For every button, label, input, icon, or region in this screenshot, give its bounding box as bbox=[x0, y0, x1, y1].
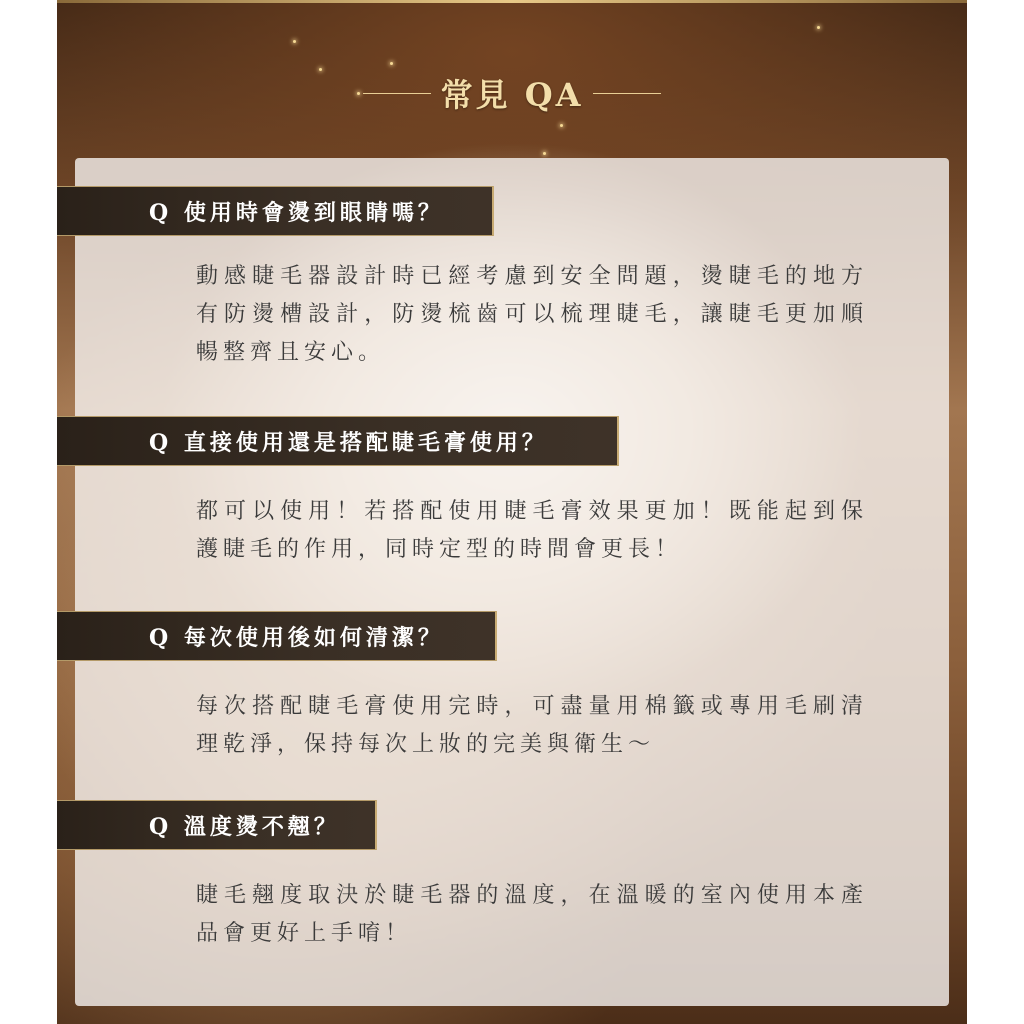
question-banner bbox=[57, 416, 619, 466]
question-banner bbox=[57, 800, 377, 850]
sparkle-decoration bbox=[293, 40, 296, 43]
header-right-rule bbox=[593, 93, 661, 94]
question-text: Q 每次使用後如何清潔？ bbox=[149, 624, 444, 651]
question-text: Q 使用時會燙到眼睛嗎？ bbox=[149, 199, 444, 226]
answer-text: 都可以使用！若搭配使用睫毛膏效果更加！既能起到保護睫毛的作用，同時定型的時間會更長！ bbox=[196, 499, 868, 562]
sparkle-decoration bbox=[390, 62, 393, 65]
sparkle-decoration bbox=[817, 26, 820, 29]
sparkle-decoration bbox=[543, 152, 546, 155]
question-banner bbox=[57, 611, 497, 661]
question-banner bbox=[57, 186, 494, 236]
top-gold-border bbox=[57, 0, 967, 3]
question-text: Q 溫度燙不翹？ bbox=[149, 813, 340, 840]
section-header bbox=[57, 68, 967, 118]
sparkle-decoration bbox=[560, 124, 563, 127]
answer-text: 睫毛翹度取決於睫毛器的溫度，在溫暖的室內使用本產品會更好上手唷！ bbox=[196, 883, 868, 946]
question-text: Q 直接使用還是搭配睫毛膏使用？ bbox=[149, 429, 548, 456]
header-left-rule bbox=[363, 93, 431, 94]
page-background bbox=[57, 0, 967, 1024]
answer-text: 每次搭配睫毛膏使用完時，可盡量用棉籤或專用毛刷清理乾淨，保持每次上妝的完美與衛生～ bbox=[196, 694, 868, 757]
answer-text: 動感睫毛器設計時已經考慮到安全問題，燙睫毛的地方有防燙槽設計，防燙梳齒可以梳理睫毛，讓睫毛更加順暢整齊且安心。 bbox=[196, 264, 868, 365]
section-title: 常見 QA bbox=[440, 76, 584, 114]
